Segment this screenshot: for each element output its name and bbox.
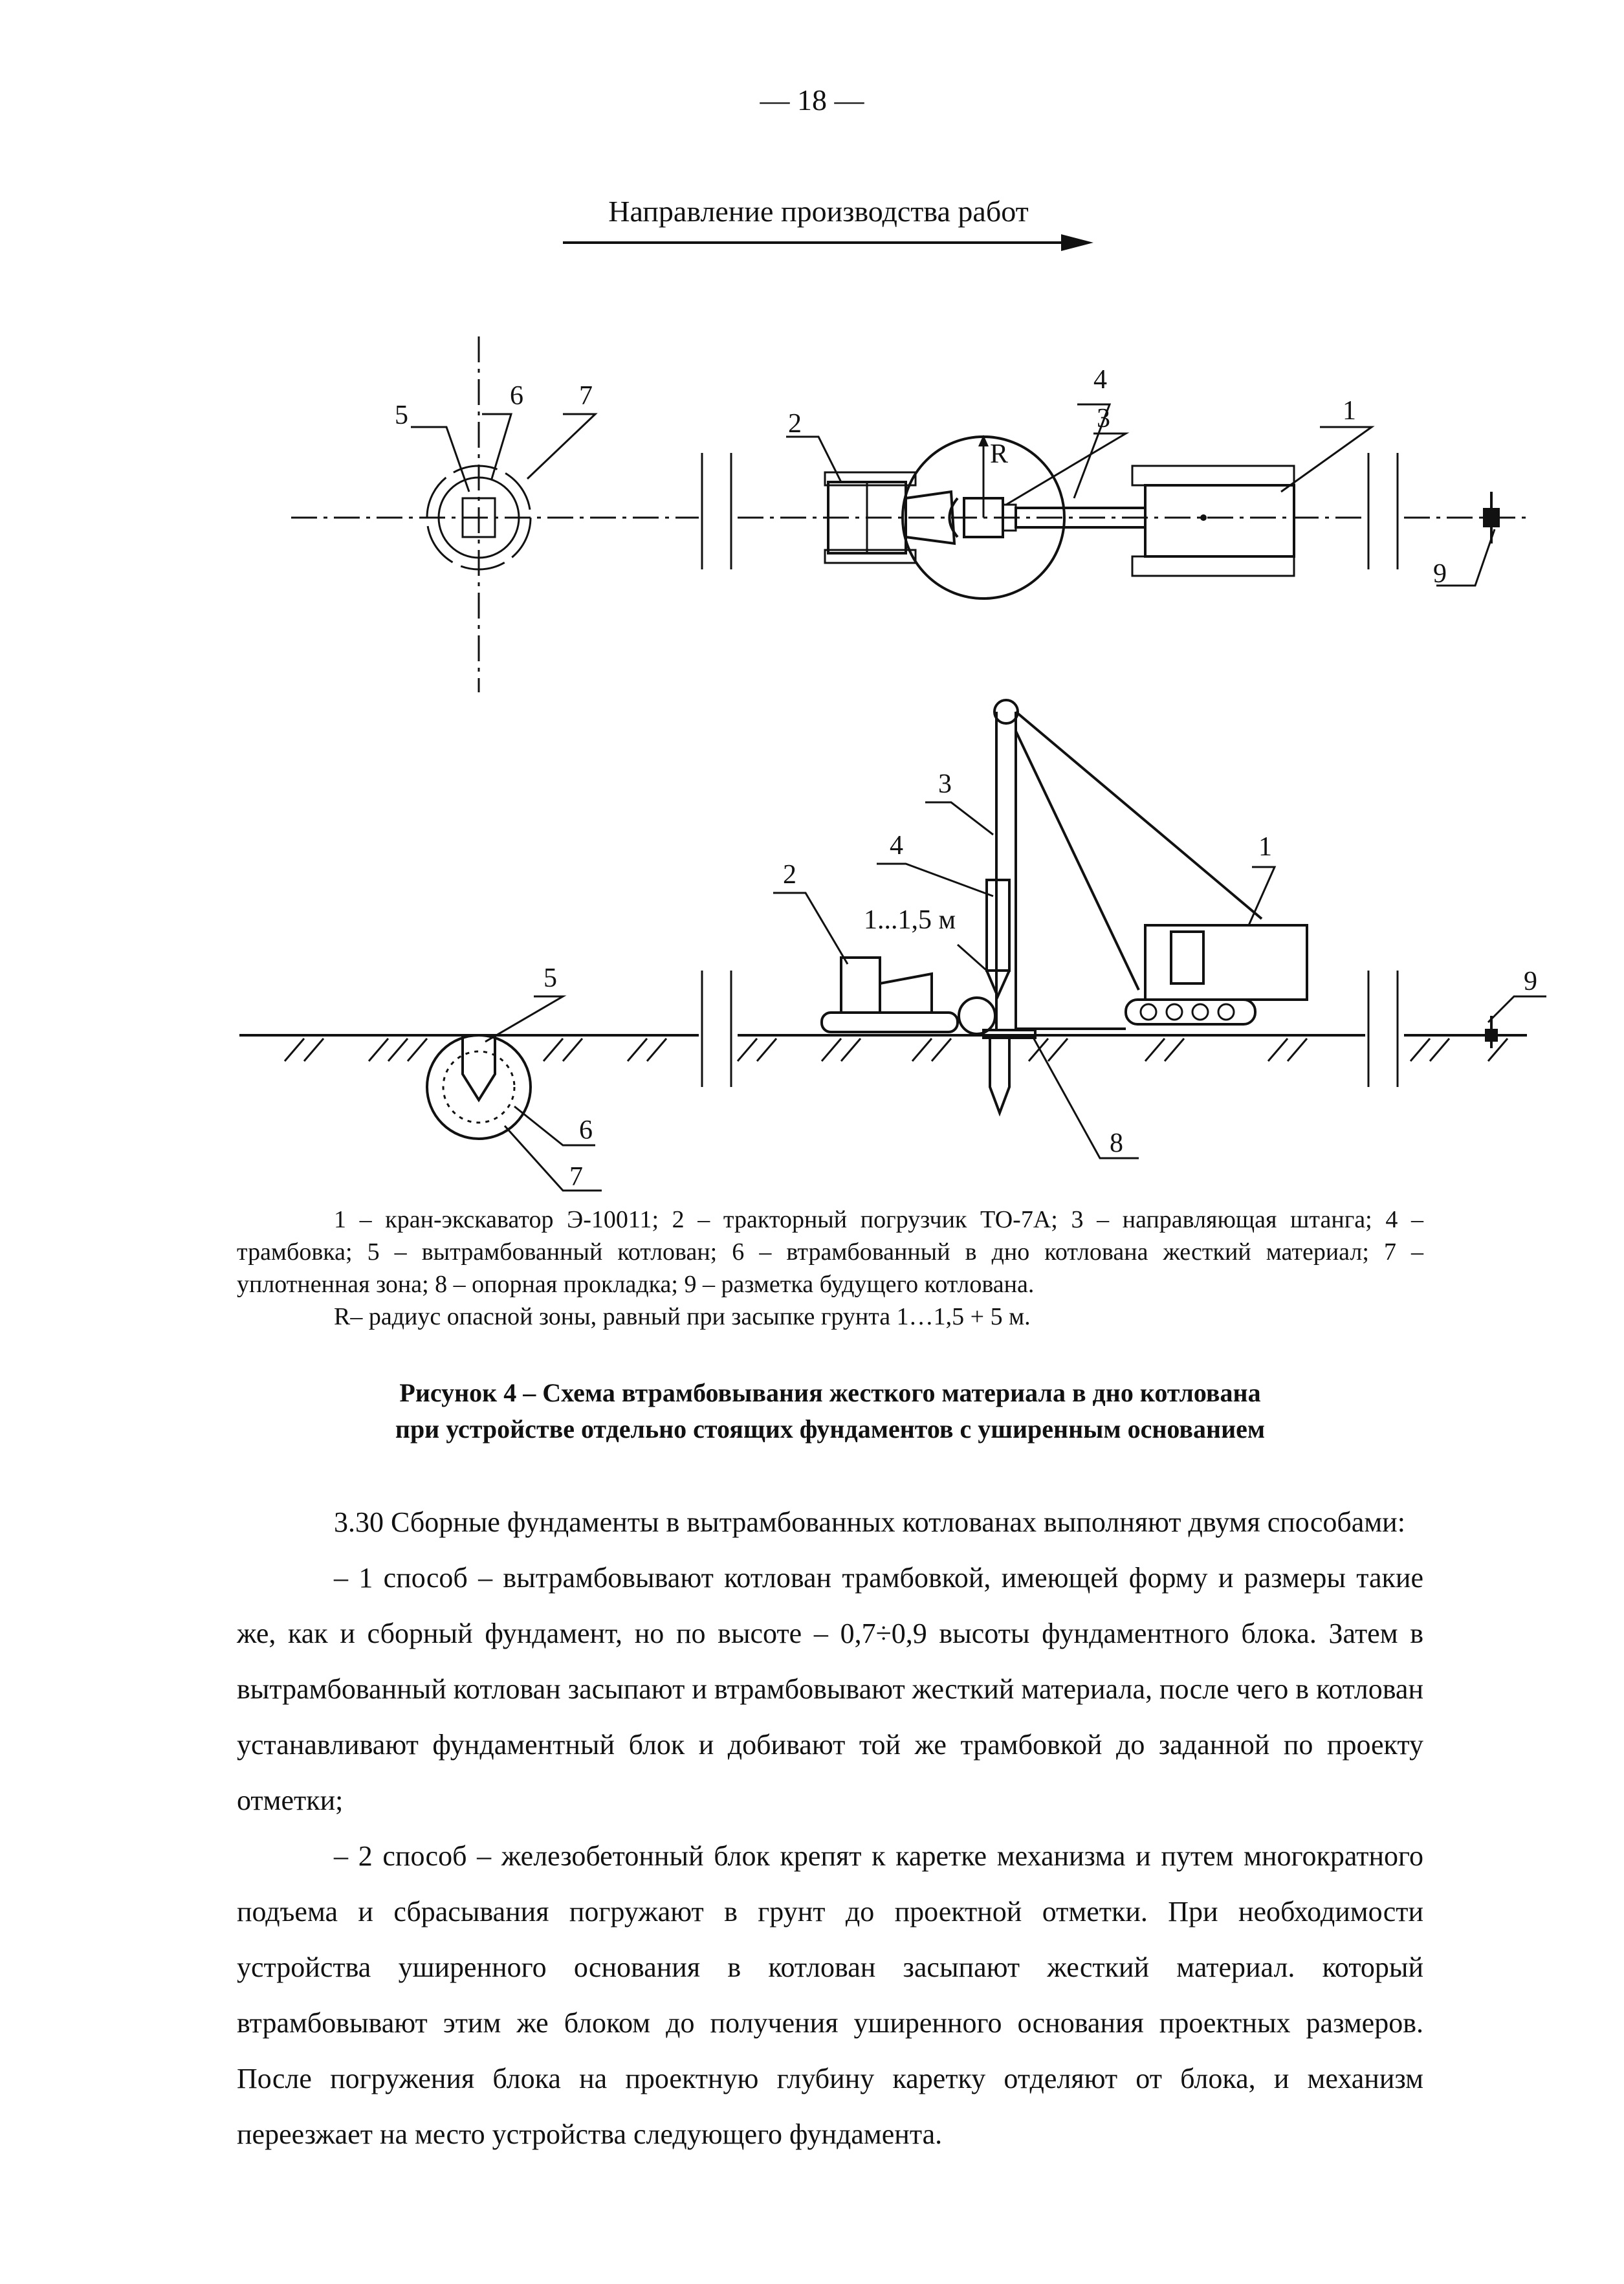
plan-label-1: 1 — [1343, 396, 1356, 426]
paragraph: – 1 способ – вытрамбовывают котлован трамбовкой, имеющей форму и размеры такие же, как и сборный фундамент, но по высоте – 0,7÷0,9 высоты фундаментного блока. Затем в вытрамбованный котлован засыпают и втрамбовывают жесткий материала, после чего в котлован устанавливают фундаментный блок и добивают той же трамбовкой до заданной по проекту отметки; — [237, 1562, 1423, 1816]
plan-label-7: 7 — [579, 381, 593, 411]
rammer-elevation — [983, 1030, 1035, 1113]
paragraph: 3.30 Сборные фундаменты в вытрамбованных котлованах выполняют двумя способами: — [334, 1506, 1405, 1538]
plan-label-4: 4 — [1093, 365, 1107, 395]
crane-elevation — [987, 700, 1307, 1029]
ground-hatching — [285, 1038, 1508, 1061]
plan-label-2: 2 — [788, 409, 802, 439]
elevation-view — [239, 700, 1546, 1192]
plan-label-5: 5 — [395, 401, 408, 430]
elev-label-4: 4 — [890, 831, 903, 861]
loader-elevation — [822, 958, 995, 1034]
figure-caption — [237, 1375, 1423, 1447]
crane-plan — [1132, 466, 1294, 576]
plan-label-3: 3 — [1097, 404, 1110, 434]
elev-label-3: 3 — [938, 769, 952, 799]
elev-label-7: 7 — [569, 1162, 583, 1192]
elev-label-9: 9 — [1524, 967, 1537, 996]
paragraph: – 2 способ – железобетонный блок крепят к каретке механизма и путем многократного подъема и сбрасывания погружают в грунт до проектной отметки. При необходимости устройства уширенного основания в котлован засыпают жесткий материал. который втрамбовывают этим же блоком до получения уширенного основания проектных размеров. После погружения блока на проектную глубину каретку отделяют от блока, и механизм переезжает на место устройства следующего фундамента. — [237, 1840, 1423, 2150]
elev-label-8: 8 — [1110, 1128, 1123, 1158]
figure-legend — [237, 1203, 1423, 1333]
caption-line-1: Рисунок 4 – Схема втрамбовывания жесткого материала в дно котлована — [399, 1378, 1261, 1407]
elev-label-1: 1 — [1258, 832, 1272, 862]
pit-section — [427, 1035, 531, 1139]
elev-label-6: 6 — [579, 1115, 593, 1145]
elev-label-2: 2 — [783, 860, 796, 890]
caption-line-2: при устройстве отдельно стоящих фундаментов с уширенным основанием — [395, 1414, 1266, 1444]
height-label: 1...1,5 м — [864, 905, 956, 935]
elev-label-5: 5 — [543, 963, 557, 993]
plan-leaders — [411, 404, 1495, 586]
body-text — [237, 1495, 1423, 2162]
plan-label-6: 6 — [510, 381, 523, 411]
radius-label: R — [990, 439, 1009, 469]
plan-label-9: 9 — [1433, 559, 1447, 589]
legend-items: 1 – кран-экскаватор Э-10011; 2 – тракторный погрузчик ТО-7А; 3 – направляющая штанга; 4 – трамбовка; 5 – вытрамбованный котлован; 6 – втрамбованный в дно котлована жесткий материал; 7 –уплотненная зона; 8 – опорная прокладка; 9 – разметка будущего котлована. — [237, 1206, 1423, 1298]
plan-view — [291, 336, 1527, 692]
legend-radius-note: R– радиус опасной зоны, равный при засыпке грунта 1…1,5 + 5 м. — [334, 1303, 1031, 1330]
page-number: — 18 — — [760, 83, 864, 116]
direction-arrow — [563, 234, 1093, 251]
work-direction-label: Направление производства работ — [608, 195, 1029, 228]
